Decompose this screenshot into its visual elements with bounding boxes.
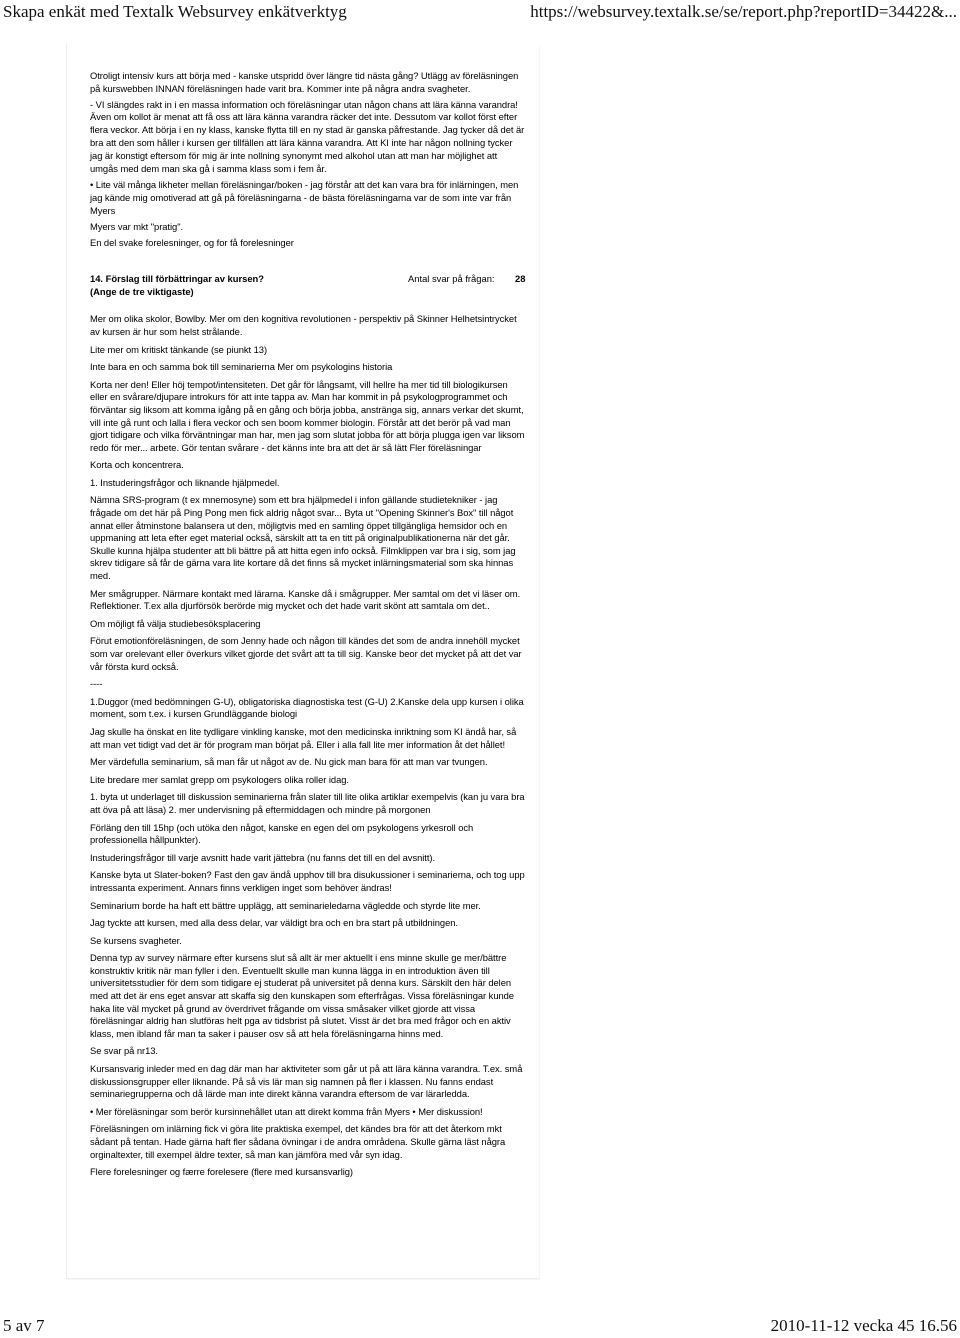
- previous-question-answers: [90, 70, 525, 249]
- question-title-line: 14. Förslag till förbättringar av kursen?: [90, 273, 265, 285]
- question-subtitle: (Ange de tre viktigaste): [90, 285, 194, 297]
- answer-item: Lite bredare mer samlat grepp om psykologers olika roller idag.: [90, 773, 349, 785]
- answer-item: • Mer föreläsningar som berör kursinnehållet utan att direkt komma från Myers • Mer diskussion!: [90, 1105, 483, 1117]
- answer-text: Otroligt intensiv kurs att börja med - kanske utspridd över längre tid nästa gång? Utlägg av föreläsningen på kurswebben INNAN föreläsningen hade varit bra. Kommer inte på några andra svagheter.: [90, 70, 519, 94]
- answer-item: Nämna SRS-program (t ex mnemosyne) som ett bra hjälpmedel i infon gällande studietekniker - jag frågade om det här på Ping Pong men fick aldrig något svar... Byta ut "Opening Skinner's Box" till något annat eller åtminstone balansera ut den, möjligtvis med en samling öppet tillgängliga hemsidor och en uppmaning att leta efter eget material också, särskilt att ta en titt på originalpublikationerna när det går. Skulle kunna hjälpa studenter att bli bättre på att hitta egen info också. Filmklippen var bra i sig, som jag skrev tidigare så får de gärna vara lite kortare då det finns så mycket inlärningsmaterial som ska hinnas med.: [90, 494, 516, 582]
- answer-item: Förläng den till 15hp (och utöka den något, kanske en egen del om psykologens yrkesroll och professionella hållpunkter).: [90, 821, 474, 846]
- answer-item: 1. Instuderingsfrågor och liknande hjälpmedel.: [90, 476, 280, 488]
- answer-text: En del svake forelesninger, og for få forelesninger: [90, 236, 294, 248]
- answer-text: - VI slängdes rakt in i en massa information och föreläsningar utan någon chans att lära känna varandra! Även om kollot är menat att få oss att lära känna varandra räcker det inte. Dessutom var kollot först efter flera veckor. Att börja i en ny klass, kanske flytta till en ny stad är ganska påfrestande. Jag tycker då det är bra att den som håller i kursen ger tillfällen att lära känna varandra. Att KI inte har någon nollning tycker jag är konstigt eftersom för mig är inte nollning synonymt med alkohol utan att man har möjlighet att umgås med dem man ska gå i samma klass som i fem år.: [90, 98, 525, 174]
- page-title: Skapa enkät med Textalk Websurvey enkätverktyg: [3, 2, 347, 21]
- answer-item: Förut emotionföreläsningen, de som Jenny hade och någon till kändes det som de andra innehöll mycket som var orelevant eller överkurs vilket gjorde det svårt att ta till sig. Kanske beor det mycket på att det var vår första kurd också.: [90, 635, 522, 672]
- answer-item: Om möjligt få välja studiebesöksplacering: [90, 617, 261, 629]
- answer-item: Mer om olika skolor, Bowlby. Mer om den kognitiva revolutionen - perspektiv på Skinner Helhetsintrycket av kursen är hur som helst strålande.: [90, 313, 517, 337]
- answer-item: Korta och koncentrera.: [90, 459, 184, 471]
- print-footer: [0, 1316, 960, 1338]
- answer-item: Seminarium borde ha haft ett bättre upplägg, att seminarieledarna vägledde och styrde lite mer.: [90, 899, 481, 911]
- answer-item: Denna typ av survey närmare efter kursens slut så allt är mer aktuellt i ens minne skulle ge mer/bättre konstruktiv kritik när man fyller i den. Eventuellt skulle man kunna lägga in en introduktion även till universitetsstudier för dem som tidigare ej studerat på universitet på denna kurs. Särskilt den här delen med att det är ens eget ansvar att skaffa sig den kunskapen som efterfrågas. Vissa föreläsningar kunde haka lite väl mycket på grund av överdrivet frågande om vissa småsaker vilket gjorde att vissa föreläsningar aldrig han slutföras helt pga av tidsbrist på slutet. Visst är det bra med frågor och en aktiv klass, men ibland får man ta saker i pauser osv så att hela föreläsningarna hinns med.: [90, 952, 514, 1039]
- answer-count-label: Antal svar på frågan:: [408, 273, 495, 285]
- answer-text: Myers var mkt "pratig".: [90, 220, 184, 232]
- answer-list: [90, 313, 525, 1178]
- answer-text: • Lite väl många likheter mellan föreläsningar/boken - jag förstår att det kan vara bra för inlärningen, men jag kände mig omotiverad att gå på föreläsningarna - de bästa föreläsningarna var de som inte var från Myers: [90, 179, 519, 216]
- answer-item: ----: [90, 678, 103, 690]
- answer-item: Instuderingsfrågor till varje avsnitt hade varit jättebra (nu fanns det till en del avsnitt).: [90, 851, 436, 863]
- answer-item: Se svar på nr13.: [90, 1045, 158, 1057]
- answer-item: 1. byta ut underlaget till diskussion seminarierna från slater till lite olika artiklar exempelvis (kan ju vara bra att öva på att läsa) 2. mer undervisning på eftermiddagen och mindre på morgonen: [90, 791, 525, 815]
- answer-item: Jag tyckte att kursen, med alla dess delar, var väldigt bra och en bra start på utbildningen.: [90, 917, 458, 929]
- answer-item: Mer värdefulla seminarium, så man får ut något av de. Nu gick man bara för att man var tvungen.: [90, 756, 488, 768]
- page-number: 5 av 7: [3, 1316, 45, 1335]
- answer-item: Inte bara en och samma bok till seminarierna Mer om psykologins historia: [90, 361, 393, 373]
- answer-item: Flere forelesninger og færre forelesere (flere med kursansvarlig): [90, 1166, 354, 1178]
- answer-item: Se kursens svagheter.: [90, 934, 182, 946]
- answer-item: Lite mer om kritiskt tänkande (se piunkt 13): [90, 343, 268, 355]
- answer-item: Föreläsningen om inlärning fick vi göra lite praktiska exempel, det kändes bra för att det återkom mkt sådant på tentan. Hade gärna haft fler sådana övningar i de andra områdena. Skulle gärna läst några orginaltexter, till exempel äldre texter, så man kan jämföra med vår syn idag.: [90, 1123, 506, 1160]
- question-title: [90, 273, 330, 298]
- answer-item: Kanske byta ut Slater-boken? Fast den gav ändå upphov till bra disukussioner i seminarierna, och tog upp intressanta experiment. Annars finns verkligen inget som behöver ändras!: [90, 869, 525, 893]
- print-header: [0, 2, 960, 26]
- answer-item: Kursansvarig inleder med en dag där man har aktiviteter som går ut på att lära känna varandra. T.ex. små diskussionsgrupper eller liknande. På så vis lär man sig namnen på fler i klassen. Nu fanns endast seminariegrupperna och då lärde man inte direkt känna varandra eftersom de var lärarledda.: [90, 1063, 523, 1100]
- report-content: [90, 70, 525, 1184]
- question-heading: [90, 273, 525, 307]
- print-datetime: 2010-11-12 vecka 45 16.56: [770, 1316, 957, 1335]
- answer-item: Jag skulle ha önskat en lite tydligare vinkling kanske, mot den medicinska inriktning som KI ändå har, så att man vet tidigt vad det är för program man börjat på. Eller i alla fall lite mer information åt det hållet!: [90, 725, 517, 750]
- answer-item: 1.Duggor (med bedömningen G-U), obligatoriska diagnostiska test (G-U) 2.Kanske dela upp kursen i olika moment, som t.ex. i kursen Grundläggande biologi: [90, 695, 524, 720]
- answer-item: Mer smågrupper. Närmare kontakt med lärarna. Kanske då i smågrupper. Mer samtal om det vi läser om. Reflektioner. T.ex alla djurförsök berörde mig mycket och det hade varit skönt att samtala om det..: [90, 587, 521, 612]
- page-url: https://websurvey.textalk.se/se/report.php?reportID=34422&...: [530, 2, 957, 21]
- answer-count-value: 28: [515, 273, 526, 285]
- answer-item: Korta ner den! Eller höj tempot/intensiteten. Det går för långsamt, vill hellre ha mer tid till biologikursen eller en svårare/djupare introkurs för att inte tappa av. Man har kommit in på psykologprogrammet och förväntar sig liksom att komma igång på en gång och börja jobba, anstränga sig, annars verkar det skumt, vill inte gå runt och lalla i flera veckor och sen boom kommer biologin. Förstår att det berör på vad man gjort tidigare och vilka förväntningar man har, men jag som slutat jobba för att börja plugga igen var liksom redo för mer... arbete. Gör tentan svårare - det känns inte bra att det är så lätt Fler föreläsningar: [90, 378, 525, 453]
